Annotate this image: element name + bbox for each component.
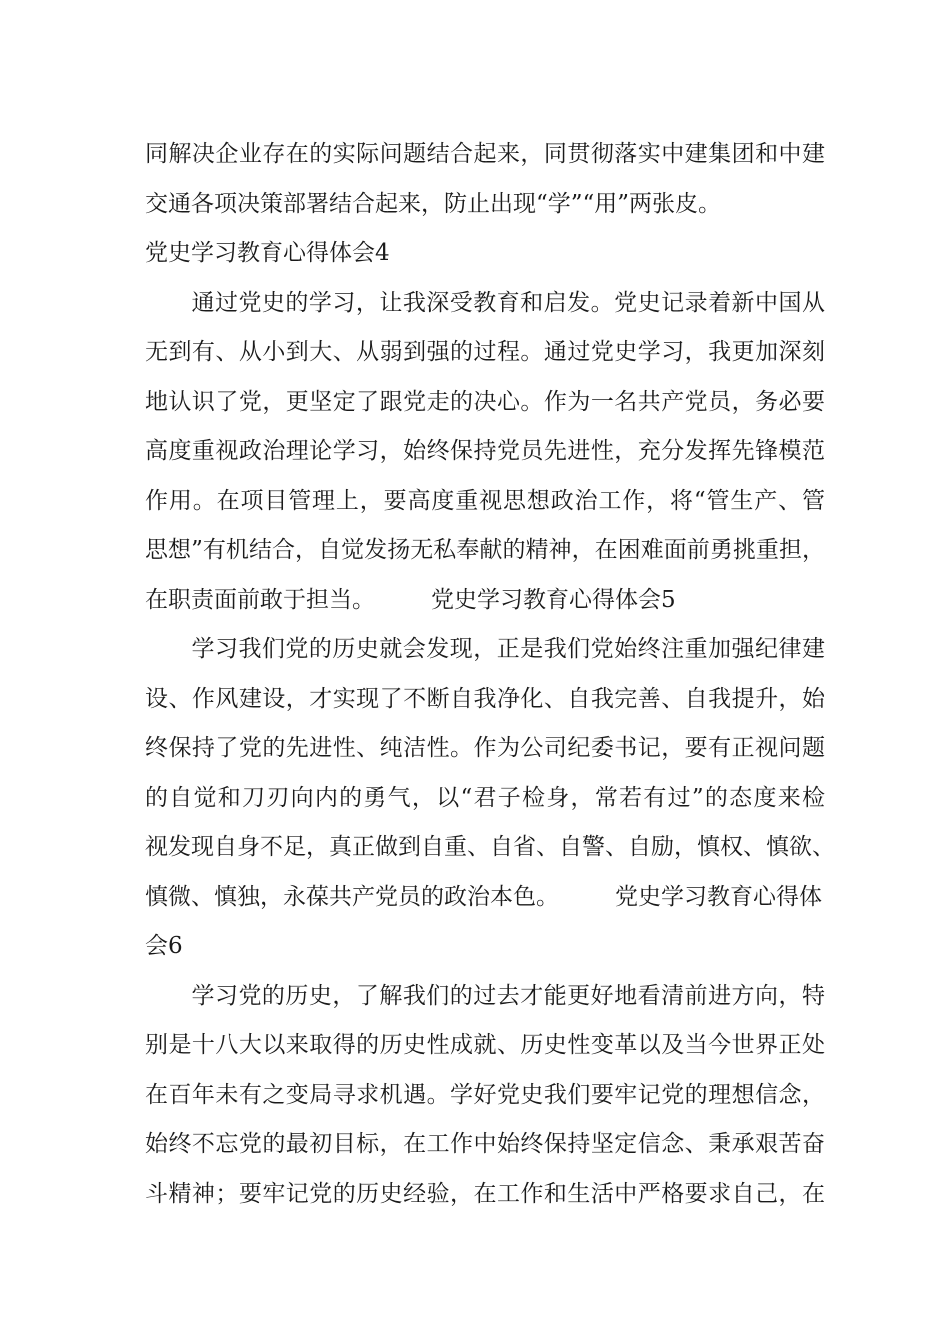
body-text-line: 的自觉和刀刃向内的勇气，以“君子检身，常若有过”的态度来检 [145,785,825,811]
body-text-line: 终保持了党的先进性、纯洁性。作为公司纪委书记，要有正视问题 [145,735,825,761]
paragraph-first-line: 学习党的历史，了解我们的过去才能更好地看清前进方向，特 [191,983,825,1009]
body-text-line: 始终不忘党的最初目标，在工作中始终保持坚定信念、秉承艰苦奋 [145,1131,825,1157]
body-text-line: 设、作风建设，才实现了不断自我净化、自我完善、自我提升，始 [145,686,825,712]
body-text-line: 同解决企业存在的实际问题结合起来，同贯彻落实中建集团和中建 [145,141,825,167]
body-text-line: 交通各项决策部署结合起来，防止出现“学”“用”两张皮。 [145,191,722,217]
body-text-line: 斗精神；要牢记党的历史经验，在工作和生活中严格要求自己，在 [145,1181,825,1207]
paragraph-first-line: 通过党史的学习，让我深受教育和启发。党史记录着新中国从 [191,290,825,316]
body-text-line: 在百年未有之变局寻求机遇。学好党史我们要牢记党的理想信念， [145,1082,825,1108]
body-text-line: 慎微、慎独，永葆共产党员的政治本色。 党史学习教育心得体 [145,884,822,910]
body-text-line: 视发现自身不足，真正做到自重、自省、自警、自励，慎权、慎欲、 [145,834,835,860]
body-text-line: 地认识了党，更坚定了跟党走的决心。作为一名共产党员，务必要 [145,389,825,415]
section-heading: 党史学习教育心得体会4 [145,240,390,266]
section-heading: 党史学习教育心得体 [615,884,822,910]
body-text-line: 无到有、从小到大、从弱到强的过程。通过党史学习，我更加深刻 [145,339,825,365]
body-text-line: 思想”有机结合，自觉发扬无私奉献的精神，在困难面前勇挑重担， [145,537,825,563]
body-text-line: 作用。在项目管理上，要高度重视思想政治工作，将“管生产、管 [145,488,825,514]
body-text-line: 在职责面前敢于担当。 党史学习教育心得体会5 [145,587,676,613]
body-text-line: 高度重视政治理论学习，始终保持党员先进性，充分发挥先锋模范 [145,438,825,464]
section-heading: 党史学习教育心得体会5 [431,587,676,613]
paragraph-first-line: 学习我们党的历史就会发现，正是我们党始终注重加强纪律建 [191,636,825,662]
body-text-line: 别是十八大以来取得的历史性成就、历史性变革以及当今世界正处 [145,1032,825,1058]
section-heading: 会6 [145,933,183,959]
